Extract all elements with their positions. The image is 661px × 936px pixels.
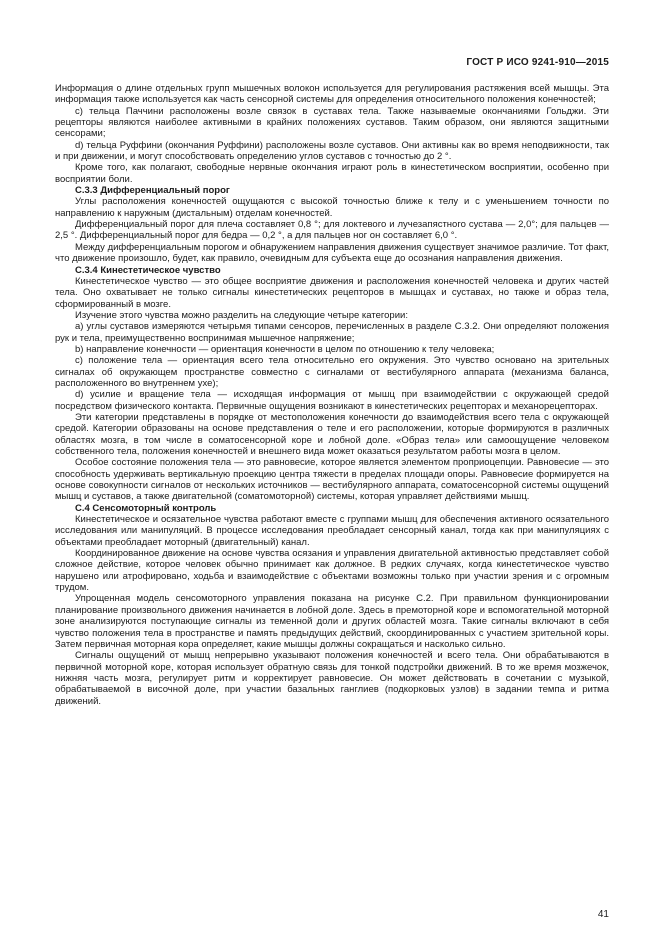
paragraph: Кинестетическое и осязательное чувства работают вместе с группами мышц для обеспечения активного осязательного исследования или манипуляций. В процессе исследования преобладает сенсорный канал, тогда как при манипуляциях с объектами преобладает моторный (двигательный) канал. <box>55 514 609 548</box>
paragraph: Кинестетическое чувство — это общее восприятие движения и расположения конечностей человека и других частей тела. Оно охватывает не только сигналы кинестетических рецепторов в мышцах и суставах, но также и образ тела, сформированный в мозге. <box>55 275 609 310</box>
paragraph: а) углы суставов измеряются четырьмя типами сенсоров, перечисленных в разделе С.3.2. Они определяют положения рук и тела, преимущественно воспринимая мышечное напряжение; <box>55 321 609 344</box>
paragraph: Между дифференциальным порогом и обнаружением направления движения существует значимое различие. Тот факт, что движение произошло, будет, как правило, очевидным для субъекта еще до осознания направления движения. <box>55 241 609 265</box>
paragraph: Углы расположения конечностей ощущаются с высокой точностью ближе к телу и с уменьшением точности по направлению к наружным (дистальным) отделам конечностей. <box>55 196 609 219</box>
paragraph: Изучение этого чувства можно разделить на следующие четыре категории: <box>75 309 408 321</box>
paragraph: c) положение тела — ориентация всего тела относительно его окружения. Это чувство основано на зрительных сигналах об окружающем пространстве совместно с сигналами от вестибулярного аппарата (механизма баланса, расположенного во внутреннем ухе); <box>55 355 609 389</box>
paragraph: c) тельца Паччини расположены возле связок в суставах тела. Также называемые окончаниями Гольджи. Эти рецепторы являются наиболее активными в крайних положениях суставов. Таким образом, они являются защитными сенсорами; <box>55 105 609 140</box>
section-heading: С.3.3 Дифференциальный порог <box>75 185 230 197</box>
paragraph: Дифференциальный порог для плеча составляет 0,8 °; для локтевого и лучезапястного сустава — 2,0°; для пальцев — 2,5 °. Дифференциальный порог для бедра — 0,2 °, а для пальцев ног он составляет 6,0 °. <box>55 219 609 242</box>
paragraph: Упрощенная модель сенсомоторного управления показана на рисунке С.2. При правильном функционировании планирование произвольного движения начинается в лобной доле. Здесь в премоторной коре и вспомогательной моторной зоне анализируются поступающие сигналы из теменной доли и других областей мозга. Такие сигналы включают в себя чувство положения тела в пространстве и память предыдущих действий, скоординированных с участием зрительной коры. Затем первичная моторная кора определяет, какие мышцы должны сокращаться и насколько сильно. <box>55 593 609 650</box>
page-number: 41 <box>597 909 609 920</box>
paragraph: b) направление конечности — ориентация конечности в целом по отношению к телу человека; <box>75 343 495 355</box>
paragraph: Сигналы ощущений от мышц непрерывно указывают положения конечностей и всего тела. Они обрабатываются в первичной моторной коре, которая использует обратную связь для тонкой подстройки движений. В то же время мозжечок, нижняя часть мозга, регулирует ритм и корректирует равновесие. Он может действовать в сочетании с музыкой, обрабатываемой в височной доле, при участии базальных ганглиев (подкорковых узлов) в задании темпа и ритма движений. <box>55 650 609 707</box>
paragraph: Особое состояние положения тела — это равновесие, которое является элементом проприоцепции. Равновесие — это способность удерживать вертикальную проекцию центра тяжести в пределах площади опоры. Равновесие формируется на основе совокупности сигналов от нескольких источников — вестибулярного аппарата, соматосенсорной системы ощущений мышц и суставов, а также двигательной (соматомоторной) системы, которая управляет действиями мышц. <box>55 457 609 503</box>
paragraph: d) тельца Руффини (окончания Руффини) расположены возле суставов. Они активны как во время неподвижности, так и при движении, и могут способствовать определению углов суставов с точностью до 2 °. <box>55 139 609 163</box>
section-heading: С.4 Сенсомоторный контроль <box>75 502 217 514</box>
doc-number: ГОСТ Р ИСО 9241-910—2015 <box>466 57 609 68</box>
document-body <box>55 83 609 707</box>
paragraph: d) усилие и вращение тела — исходящая информация от мышц при взаимодействии с окружающей средой посредством физического контакта. Первичные ощущения возникают в кинестетических рецепторах и механорецепторах. <box>55 389 609 412</box>
document-footer <box>55 909 609 920</box>
section-heading: С.3.4 Кинестетическое чувство <box>75 264 221 276</box>
paragraph: Информация о длине отдельных групп мышечных волокон используется для регулирования растяжения всей мышцы. Эта информация также используется как часть сенсорной системы для определения относительного положения конечностей; <box>55 83 609 106</box>
paragraph: Кроме того, как полагают, свободные нервные окончания играют роль в кинестетическом восприятии, особенно при восприятии боли. <box>55 162 609 185</box>
paragraph: Эти категории представлены в порядке от местоположения конечности до взаимодействия всего тела с окружающей средой. Категории образованы на основе представления о теле и его расположении, которые формируются в различных областях мозга, в том числе в соматосенсорной коре и лобной доле. «Образ тела» или самоощущение человеком собственного тела, положения конечностей и внешнего вида может оказаться результатом работы мозга в целом. <box>55 411 609 457</box>
document-header <box>55 57 609 68</box>
paragraph: Координированное движение на основе чувства осязания и управления двигательной активностью представляет собой сложное действие, которое человек обычно принимает как должное. В редких случаях, когда кинестетическое чувство нарушено или атрофировано, ходьба и взаимодействие с объектами возможны только при участии зрения и с огромным трудом. <box>55 548 609 594</box>
